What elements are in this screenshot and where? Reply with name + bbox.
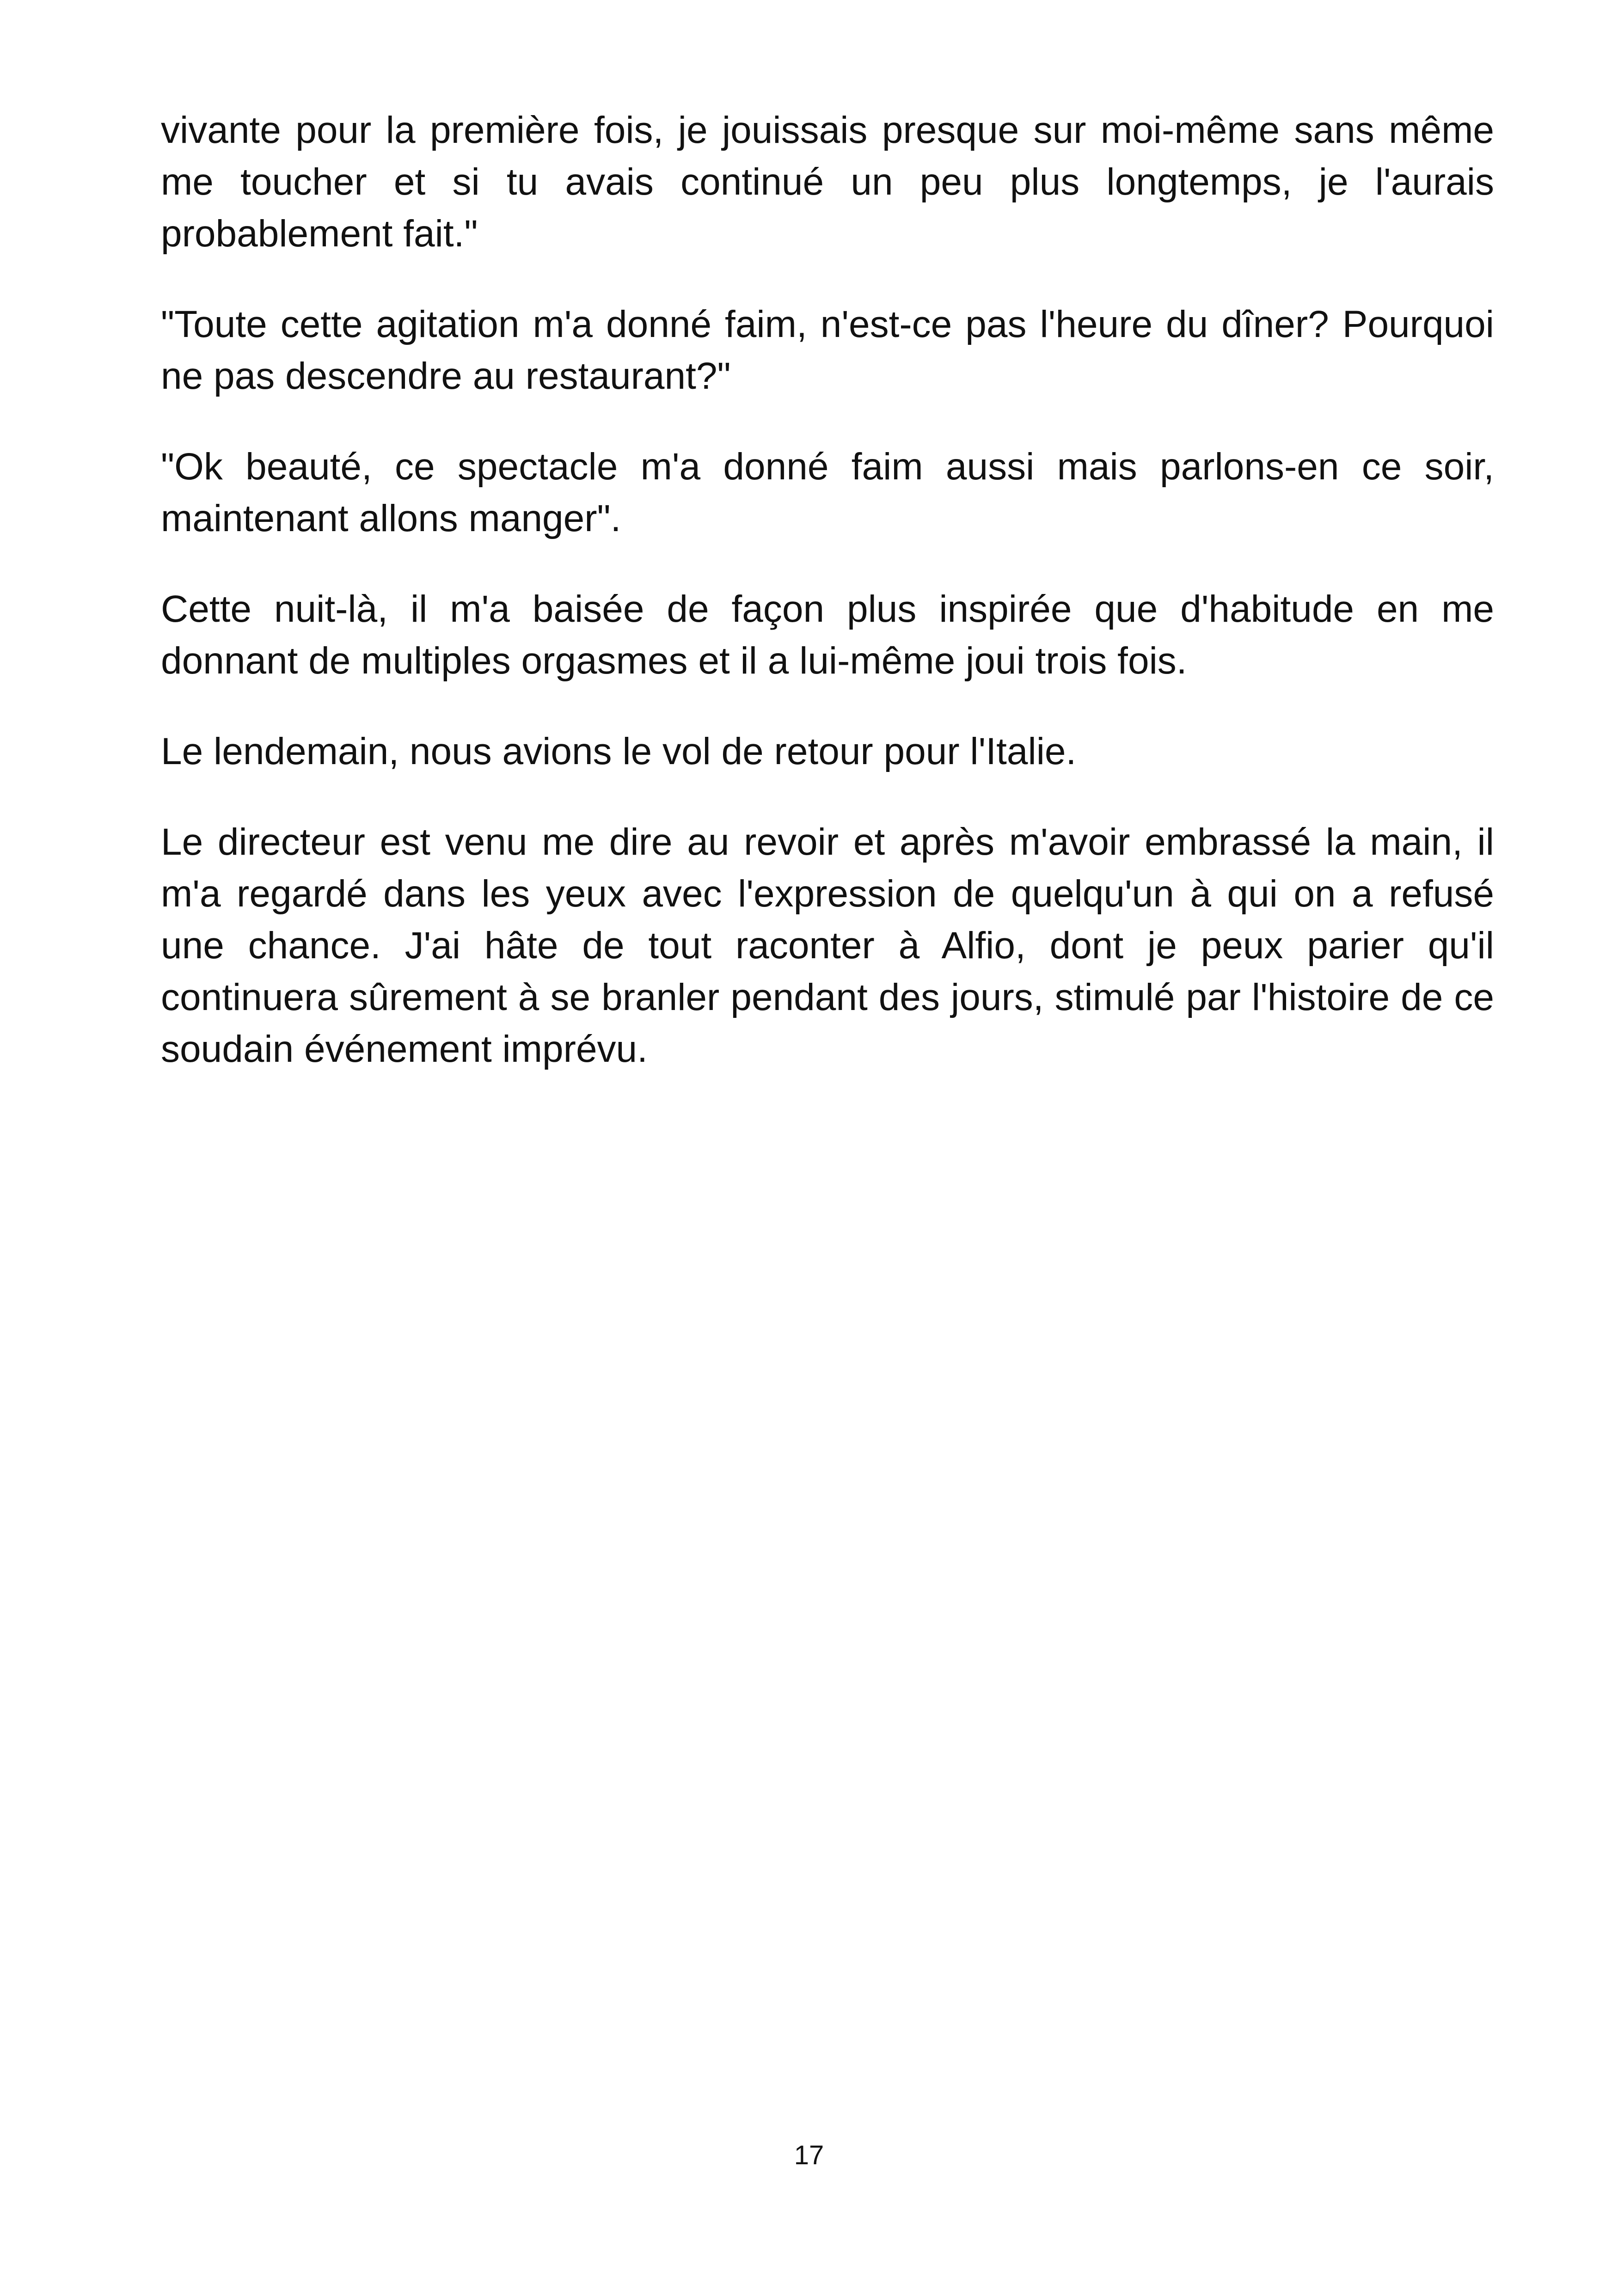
paragraph: "Toute cette agitation m'a donné faim, n'est-ce pas l'heure du dîner? Pourquoi ne pas descendre au restaurant?" [161, 303, 1494, 397]
paragraph: "Ok beauté, ce spectacle m'a donné faim aussi mais parlons-en ce soir, maintenant allons manger". [161, 446, 1494, 539]
paragraph: Le directeur est venu me dire au revoir et après m'avoir embrassé la main, il m'a regardé dans les yeux avec l'expression de quelqu'un à qui on a refusé une chance. J'ai hâte de tout raconter à Alfio, dont je peux parier qu'il continuera sûrement à se branler pendant des jours, stimulé par l'histoire de ce soudain événement imprévu. [161, 821, 1494, 1070]
body-text [161, 104, 1494, 1114]
page-number: 17 [794, 2140, 824, 2170]
paragraph: vivante pour la première fois, je jouissais presque sur moi-même sans même me toucher et si tu avais continué un peu plus longtemps, je l'aurais probablement fait." [161, 109, 1494, 255]
paragraph: Le lendemain, nous avions le vol de retour pour l'Italie. [161, 730, 1077, 772]
paragraph: Cette nuit-là, il m'a baisée de façon plus inspirée que d'habitude en me donnant de multiples orgasmes et il a lui-même joui trois fois. [161, 588, 1494, 682]
